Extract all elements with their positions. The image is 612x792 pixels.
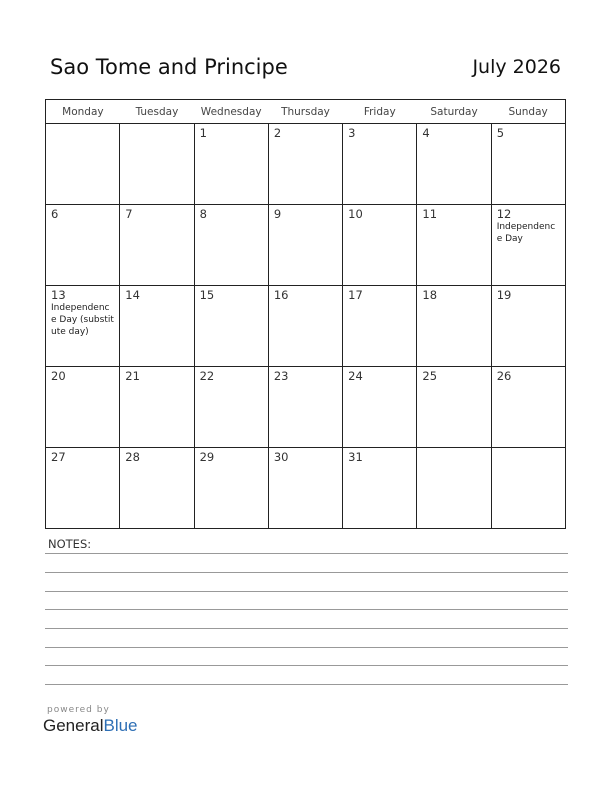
day-number: 24	[348, 369, 363, 383]
calendar-day-cell	[120, 448, 194, 529]
calendar-week-row	[46, 448, 566, 529]
note-line	[45, 553, 568, 554]
calendar-day-cell	[120, 286, 194, 367]
weekday-tuesday: Tuesday	[120, 100, 194, 124]
calendar-day-cell	[194, 124, 268, 205]
day-number: 1	[199, 126, 207, 140]
powered-by-text: powered by	[47, 705, 110, 715]
brand-blue: Blue	[103, 716, 138, 735]
calendar-week-row	[46, 205, 566, 286]
calendar-day-cell	[268, 124, 342, 205]
day-number: 12	[496, 207, 512, 221]
calendar-day-cell	[46, 205, 120, 286]
weekday-friday: Friday	[343, 100, 417, 124]
calendar-day-cell	[120, 205, 194, 286]
calendar-day-cell	[194, 448, 268, 529]
day-number: 8	[199, 207, 207, 221]
calendar-day-cell	[343, 448, 417, 529]
calendar-day-cell	[46, 367, 120, 448]
day-number: 31	[348, 450, 363, 464]
day-number: 17	[348, 288, 363, 302]
day-number: 28	[125, 450, 140, 464]
calendar-day-cell	[268, 448, 342, 529]
weekday-monday: Monday	[46, 100, 120, 124]
weekday-wednesday: Wednesday	[194, 100, 268, 124]
calendar-day-cell	[268, 205, 342, 286]
calendar-day-cell	[417, 367, 491, 448]
calendar-day-cell	[194, 367, 268, 448]
day-number: 6	[51, 207, 59, 221]
brand-general: General	[43, 716, 104, 735]
weekday-sunday: Sunday	[491, 100, 565, 124]
day-number: 19	[496, 288, 512, 302]
calendar-grid	[45, 99, 566, 529]
calendar-week-row	[46, 124, 566, 205]
calendar-day-cell	[491, 286, 565, 367]
calendar-day-cell	[491, 124, 565, 205]
weekday-header-row	[46, 100, 566, 124]
note-line	[45, 609, 568, 610]
calendar-day-cell	[343, 286, 417, 367]
weekday-saturday: Saturday	[417, 100, 491, 124]
note-line	[45, 572, 568, 573]
day-number: 25	[422, 369, 438, 383]
holiday-label: Independence Day	[496, 222, 556, 244]
day-number: 29	[199, 450, 215, 464]
calendar-day-cell	[343, 124, 417, 205]
calendar-day-cell	[417, 286, 491, 367]
day-number: 22	[199, 369, 215, 383]
brand-logo	[43, 716, 138, 736]
day-number: 16	[273, 288, 289, 302]
calendar-day-cell	[491, 205, 565, 286]
calendar-day-cell	[491, 367, 565, 448]
day-number: 23	[273, 369, 289, 383]
day-number: 9	[273, 207, 282, 221]
calendar-day-cell	[268, 286, 342, 367]
day-number: 18	[422, 288, 438, 302]
day-number: 21	[125, 369, 140, 383]
calendar-day-cell	[343, 367, 417, 448]
calendar-day-cell	[417, 448, 491, 529]
notes-label: NOTES:	[48, 537, 92, 551]
calendar-day-cell	[120, 124, 194, 205]
note-line	[45, 684, 568, 685]
calendar-day-cell	[268, 367, 342, 448]
note-line	[45, 647, 568, 648]
day-number: 4	[422, 126, 430, 140]
calendar-day-cell	[417, 124, 491, 205]
day-number: 10	[348, 207, 363, 221]
day-number: 30	[273, 450, 289, 464]
calendar-week-row	[46, 286, 566, 367]
calendar-day-cell	[46, 124, 120, 205]
calendar-day-cell	[491, 448, 565, 529]
note-line	[45, 628, 568, 629]
calendar-day-cell	[46, 448, 120, 529]
weekday-thursday: Thursday	[268, 100, 342, 124]
holiday-label: Independence Day (substitute day)	[51, 303, 114, 337]
day-number: 13	[51, 288, 66, 302]
calendar-day-cell	[194, 205, 268, 286]
calendar-day-cell	[417, 205, 491, 286]
day-number: 27	[51, 450, 66, 464]
day-number: 20	[51, 369, 66, 383]
day-number: 14	[125, 288, 140, 302]
day-number: 26	[496, 369, 512, 383]
note-line	[45, 665, 568, 666]
day-number: 5	[496, 126, 505, 140]
day-number: 15	[199, 288, 215, 302]
calendar-day-cell	[194, 286, 268, 367]
note-line	[45, 591, 568, 592]
calendar-body	[46, 124, 566, 529]
day-number: 7	[125, 207, 133, 221]
calendar-title: Sao Tome and Principe	[50, 55, 288, 79]
calendar-day-cell	[343, 205, 417, 286]
day-number: 2	[273, 126, 282, 140]
day-number: 3	[348, 126, 356, 140]
calendar-month: July 2026	[472, 56, 561, 78]
calendar-day-cell	[120, 367, 194, 448]
calendar-day-cell	[46, 286, 120, 367]
day-number: 11	[422, 207, 438, 221]
calendar-week-row	[46, 367, 566, 448]
